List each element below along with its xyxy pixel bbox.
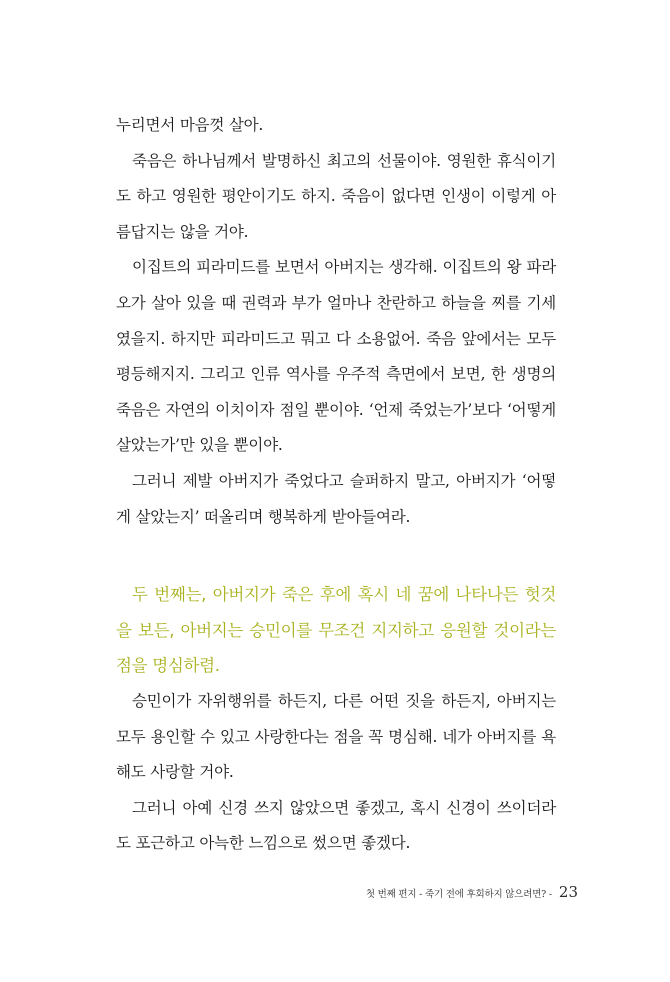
- paragraph-2: 죽음은 하나님께서 발명하신 최고의 선물이야. 영원한 휴식이기도 하고 영원한 평안이기도 하지. 죽음이 없다면 인생이 이렇게 아름답지는 않을 거야.: [116, 151, 556, 241]
- paragraph-6: 승민이가 자위행위를 하든지, 다른 어떤 짓을 하든지, 아버지는 모두 용인할 수 있고 사랑한다는 점을 꼭 명심해. 네가 아버지를 욕해도 사랑할 거야.: [116, 691, 556, 782]
- page-body: [116, 108, 556, 862]
- paragraph-3: 이집트의 피라미드를 보면서 아버지는 생각해. 이집트의 왕 파라오가 살아 있을 때 권력과 부가 얼마나 찬란하고 하늘을 찌를 기세였을지. 하지만 피라미드고 뭐고 다 소용없어. 죽음 앞에서는 모두 평등해지지. 그리고 인류 역사를 우주적 측면에서 보면, 한 생명의 죽음은 자연의 이치이자 점일 뿐이야. ‘언제 죽었는가’보다 ‘어떻게 살았는가’만 있을 뿐이야.: [116, 258, 556, 455]
- page-number: 23: [558, 883, 578, 901]
- paragraph-7: 그러니 아예 신경 쓰지 않았으면 좋겠고, 혹시 신경이 쓰이더라도 포근하고 아늑한 느낌으로 썼으면 좋겠다.: [116, 798, 556, 853]
- page-footer: [366, 883, 578, 901]
- paragraph-4: 그러니 제발 아버지가 죽었다고 슬퍼하지 말고, 아버지가 ‘어떻게 살았는지’ 떠올리며 행복하게 받아들여라.: [116, 471, 556, 526]
- running-title: 첫 번째 편지 - 죽기 전에 후회하지 않으려면? -: [365, 889, 552, 900]
- highlighted-paragraph: 두 번째는, 아버지가 죽은 후에 혹시 네 꿈에 나타나든 헛것을 보든, 아버지는 승민이를 무조건 지지하고 응원할 것이라는 점을 명심하렴.: [116, 585, 556, 676]
- paragraph-1: 누리면서 마음껏 살아.: [116, 116, 264, 134]
